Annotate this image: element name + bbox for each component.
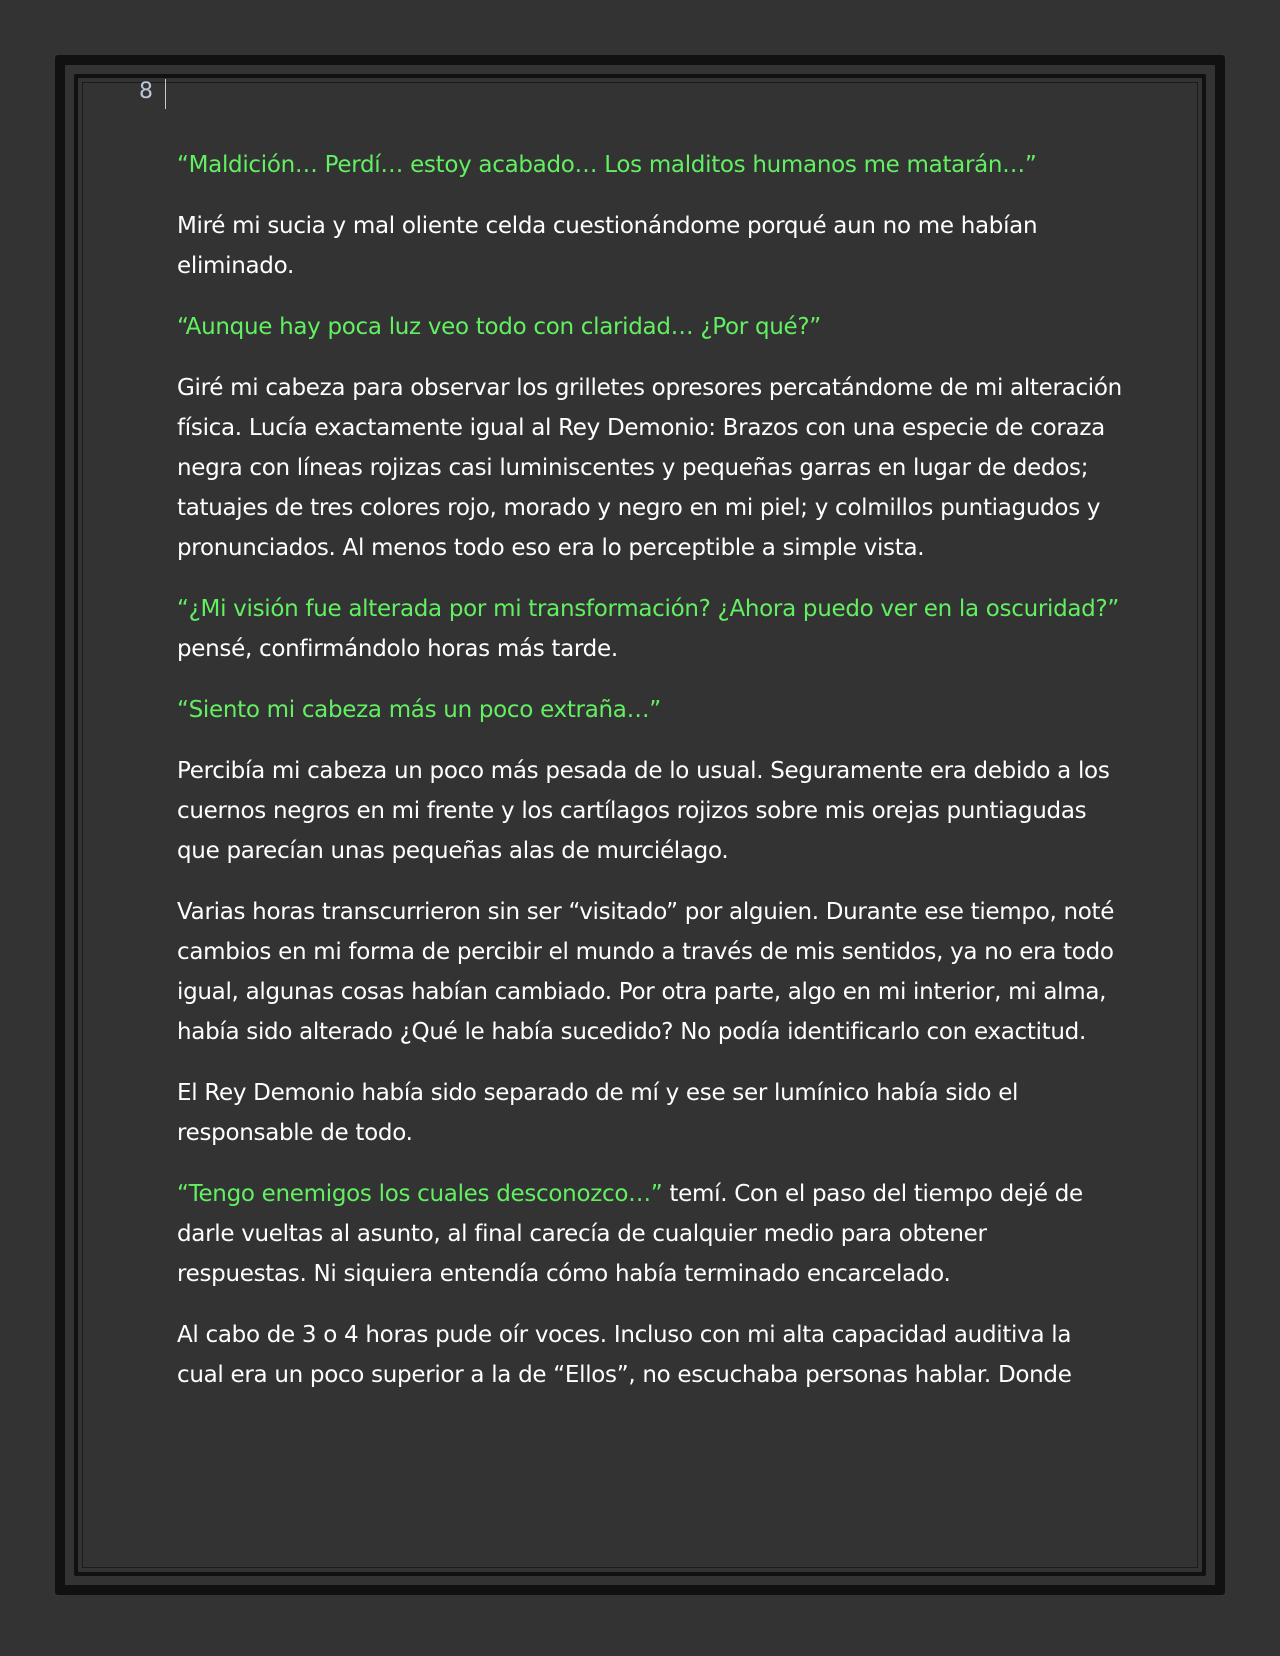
paragraph [177, 206, 1122, 286]
paragraph [177, 1315, 1122, 1395]
paragraph [177, 368, 1122, 568]
thought-text: “Siento mi cabeza más un poco extraña…” [177, 697, 661, 723]
paragraph [177, 892, 1122, 1052]
thought-text: “Tengo enemigos los cuales desconozco…” [177, 1181, 663, 1207]
paragraph [177, 751, 1122, 871]
page-number: 8 [139, 79, 153, 104]
narration-text: Percibía mi cabeza un poco más pesada de lo usual. Seguramente era debido a los cuernos negros en mi frente y los cartílagos rojizos sobre mis orejas puntiagudas que parecían unas pequeñas alas de murciélago. [177, 758, 1110, 864]
paragraph-thought [177, 690, 1122, 730]
paragraph-mixed [177, 589, 1122, 669]
thought-text: “Maldición… Perdí… estoy acabado… Los malditos humanos me matarán…” [177, 152, 1037, 178]
narration-text: El Rey Demonio había sido separado de mí y ese ser lumínico había sido el responsable de todo. [177, 1080, 1019, 1146]
narration-text: Al cabo de 3 o 4 horas pude oír voces. Incluso con mi alta capacidad auditiva la cual era un poco superior a la de “Ellos”, no escuchaba personas hablar. Donde [177, 1322, 1072, 1388]
page-number-divider [165, 79, 166, 109]
paragraph-mixed [177, 1174, 1122, 1294]
narration-text: Miré mi sucia y mal oliente celda cuestionándome porqué aun no me habían eliminado. [177, 213, 1038, 279]
page-body [177, 145, 1122, 1416]
narration-text: Varias horas transcurrieron sin ser “visitado” por alguien. Durante ese tiempo, noté cambios en mi forma de percibir el mundo a través de mis sentidos, ya no era todo igual, algunas cosas habían cambiado. Por otra parte, algo en mi interior, mi alma, había sido alterado ¿Qué le había sucedido? No podía identificarlo con exactitud. [177, 899, 1115, 1045]
thought-text: “Aunque hay poca luz veo todo con claridad… ¿Por qué?” [177, 314, 821, 340]
paragraph [177, 1073, 1122, 1153]
thought-text: “¿Mi visión fue alterada por mi transformación? ¿Ahora puedo ver en la oscuridad?” [177, 596, 1120, 622]
narration-text: pensé, confirmándolo horas más tarde. [177, 636, 618, 662]
narration-text: Giré mi cabeza para observar los grilletes opresores percatándome de mi alteración física. Lucía exactamente igual al Rey Demonio: Brazos con una especie de coraza negra con líneas rojizas casi luminiscentes y pequeñas garras en lugar de dedos; tatuajes de tres colores rojo, morado y negro en mi piel; y colmillos puntiagudos y pronunciados. Al menos todo eso era lo perceptible a simple vista. [177, 375, 1122, 561]
paragraph-thought [177, 307, 1122, 347]
paragraph-thought [177, 145, 1122, 185]
narration-text: temí. Con el paso del tiempo dejé de darle vueltas al asunto, al final carecía de cualquier medio para obtener respuestas. Ni siquiera entendía cómo había terminado encarcelado. [177, 1181, 1083, 1287]
